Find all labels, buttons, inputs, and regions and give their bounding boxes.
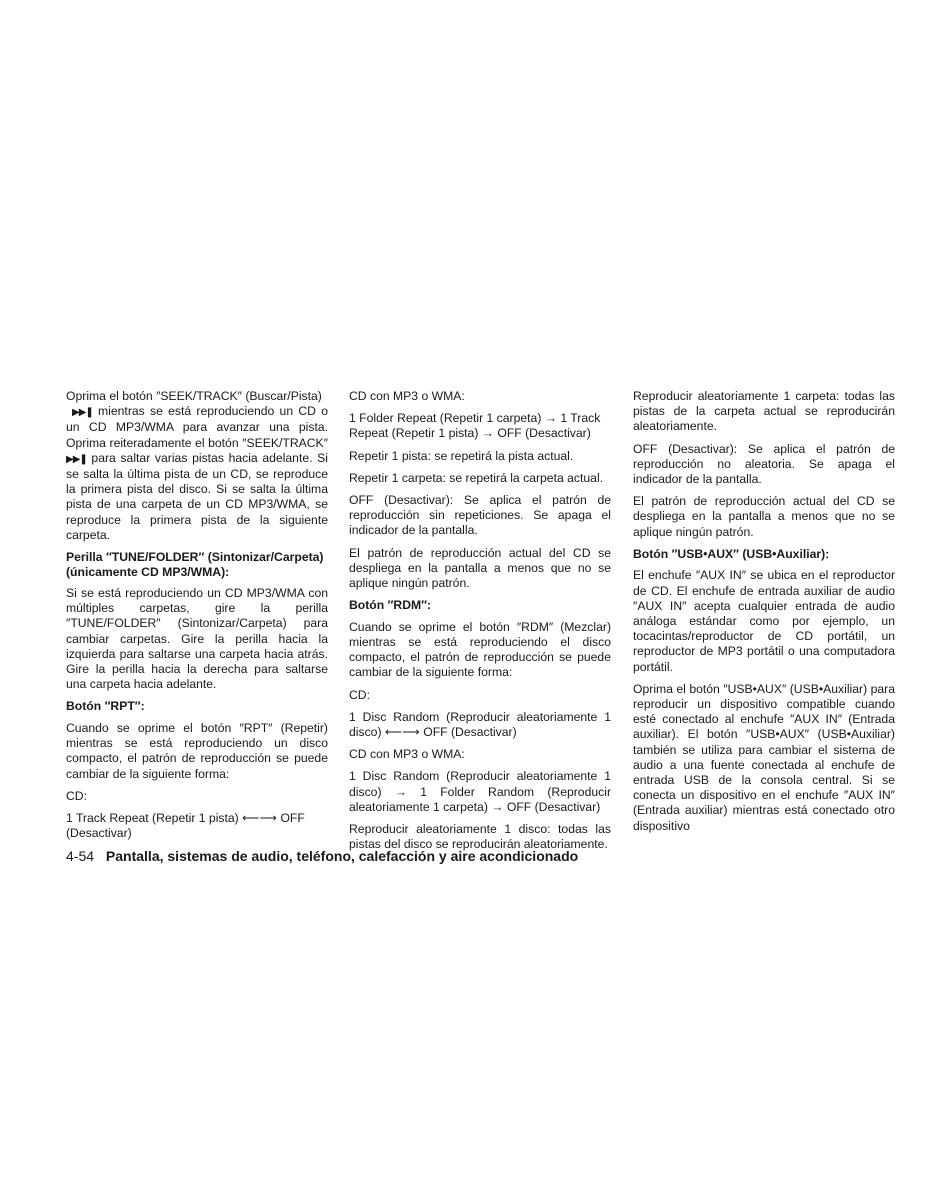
page-number: 4-54	[66, 848, 95, 864]
mp3-wma-label: CD con MP3 o WMA:	[349, 389, 465, 403]
disc-random-paragraph: 1 Disc Random (Reproducir aleatoriamente 1 disco) ⟵⟶ OFF (Desactivar)	[349, 709, 611, 739]
heading-tune-folder: Perilla ″TUNE/FOLDER″ (Sintonizar/Carpeta) (únicamente CD MP3/WMA):	[66, 550, 324, 579]
cd-label-2: CD:	[349, 687, 370, 702]
heading-rdm: Botón ″RDM″:	[349, 598, 432, 613]
page-footer	[66, 847, 886, 865]
chapter-title: Pantalla, sistemas de audio, teléfono, calefacción y aire acondicionado	[105, 848, 579, 864]
aux-in-paragraph: El enchufe ″AUX IN″ se ubica en el reproductor de CD. El enchufe de entrada auxiliar de audio ″AUX IN″ acepta cualquier entrada de audio análoga estándar como por ejemplo, un tocacintas/reproductor de CD portátil, un reproductor de MP3 portátil o una computadora portátil.	[633, 568, 895, 674]
mp3-wma-label-2: CD con MP3 o WMA:	[349, 747, 465, 762]
disc-folder-random-paragraph: 1 Disc Random (Reproducir aleatoriamente 1 disco) → 1 Folder Random (Reproducir aleatoriamente 1 carpeta) → OFF (Desactivar)	[349, 769, 611, 814]
heading-usb-aux: Botón ″USB•AUX″ (USB•Auxiliar):	[633, 546, 830, 561]
random-folder-paragraph: Reproducir aleatoriamente 1 carpeta: todas las pistas de la carpeta actual se reproducirán aleatoriamente.	[633, 389, 895, 434]
track-repeat-paragraph: 1 Track Repeat (Repetir 1 pista) ⟵⟶ OFF (Desactivar)	[66, 810, 305, 841]
seek-track-paragraph	[66, 389, 328, 543]
column-middle	[349, 389, 611, 859]
next-track-icon: ▶▶❚	[72, 407, 93, 419]
folder-repeat-paragraph: 1 Folder Repeat (Repetir 1 carpeta) → 1 Track Repeat (Repetir 1 pista) → OFF (Desactivar)	[349, 411, 601, 441]
seek-text-b: mientras se está reproduciendo un CD o un CD MP3/WMA para avanzar una pista. Oprima reiteradamente el botón ″SEEK/TRACK″	[66, 404, 328, 450]
rdm-paragraph: Cuando se oprime el botón ″RDM″ (Mezclar) mientras se está reproduciendo el disco compacto, el patrón de reproducción se puede cambiar de la siguiente forma:	[349, 619, 611, 680]
pattern-display-paragraph-2: El patrón de reproducción actual del CD se despliega en la pantalla a menos que no se aplique ningún patrón.	[633, 494, 895, 539]
random-disc-paragraph: Reproducir aleatoriamente 1 disco: todas las pistas del disco se reproducirán aleatoriamente.	[349, 821, 611, 852]
rpt-paragraph: Cuando se oprime el botón ″RPT″ (Repetir) mientras se está reproduciendo un disco compacto, el patrón de reproducción se puede cambiar de la siguiente forma:	[66, 720, 328, 781]
seek-text-a: Oprima el botón ″SEEK/TRACK″ (Buscar/Pista)	[66, 389, 322, 403]
heading-rpt: Botón ″RPT″:	[66, 699, 145, 714]
column-left	[66, 389, 328, 848]
pattern-display-paragraph: El patrón de reproducción actual del CD se despliega en la pantalla a menos que no se aplique ningún patrón.	[349, 545, 611, 591]
repeat-folder-paragraph: Repetir 1 carpeta: se repetirá la carpeta actual.	[349, 470, 604, 485]
off-random-paragraph: OFF (Desactivar): Se aplica el patrón de reproducción no aleatoria. Se apaga el indicador de la pantalla.	[633, 441, 895, 487]
column-right	[633, 389, 895, 841]
tune-folder-paragraph: Si se está reproduciendo un CD MP3/WMA con múltiples carpetas, gire la perilla ″TUNE/FOLDER″ (Sintonizar/Carpeta) para cambiar carpetas. Gire la perilla hacia la izquierda para saltarse una carpeta hacia atrás. Gire la perilla hacia la derecha para saltarse una carpeta hacia adelante.	[66, 586, 328, 692]
repeat-track-paragraph: Repetir 1 pista: se repetirá la pista actual.	[349, 448, 574, 463]
next-track-icon: ▶▶❚	[66, 453, 87, 465]
usb-aux-paragraph: Oprima el botón ″USB•AUX″ (USB•Auxiliar) para reproducir un dispositivo compatible cuando esté conectado al enchufe ″AUX IN″ (Entrada auxiliar). El botón ″USB•AUX″ (USB•Auxiliar) también se utiliza para cambiar el sistema de audio a una fuente conectada al enchufe de entrada USB de la consola central. Si se conecta un dispositivo en el enchufe ″AUX IN″ (Entrada auxiliar) mientras está conectado otro dispositivo	[633, 681, 895, 833]
off-paragraph: OFF (Desactivar): Se aplica el patrón de reproducción sin repeticiones. Se apaga el indicador de la pantalla.	[349, 493, 611, 538]
cd-label: CD:	[66, 788, 87, 803]
seek-text-c: para saltar varias pistas hacia adelante. Si se salta la última pista de un CD, se reproduce la primera pista del disco. Si se salta la última pista de una carpeta de un CD MP3/WMA, se reproduce la primera pista de la siguiente carpeta.	[66, 450, 328, 542]
